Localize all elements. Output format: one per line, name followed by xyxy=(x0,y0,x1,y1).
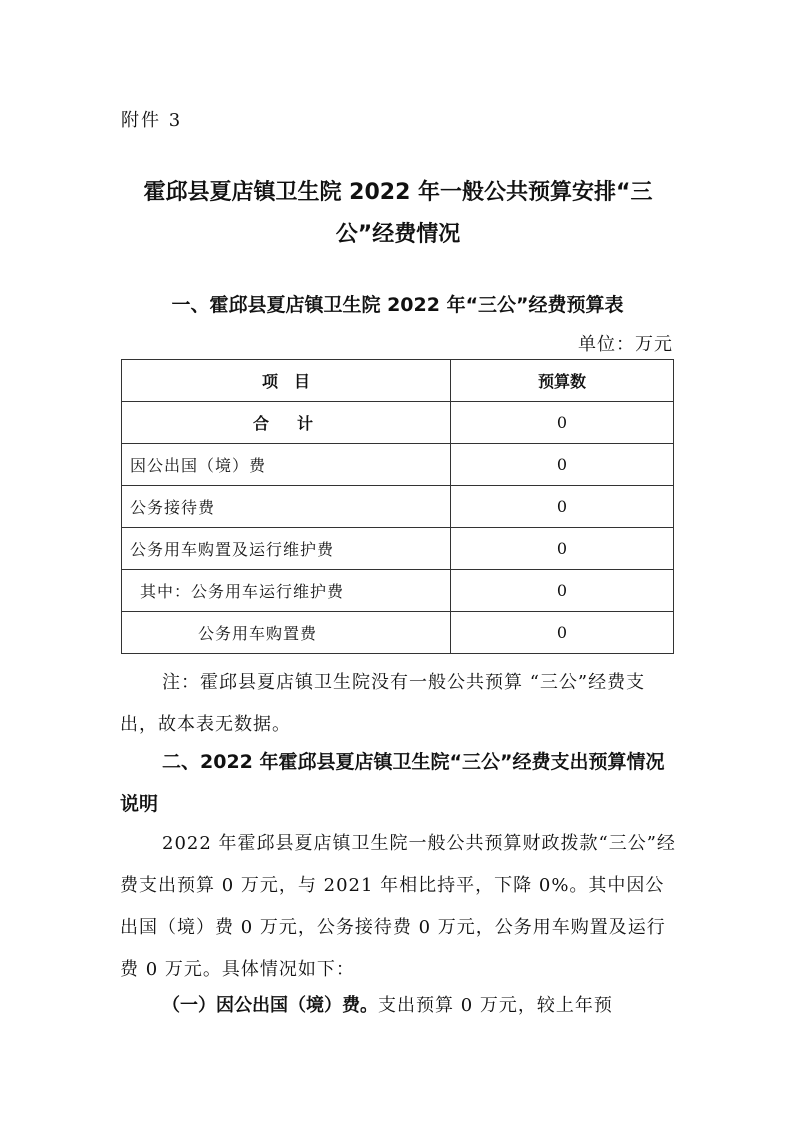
paragraph-2-heading: （一）因公出国（境）费。 xyxy=(162,995,378,1016)
header-item: 项 目 xyxy=(122,360,451,402)
table-note: 注：霍邱县夏店镇卫生院没有一般公共预算 “三公”经费支出，故本表无数据。 xyxy=(120,672,646,735)
paragraph-2-text: 支出预算 0 万元，较上年预 xyxy=(378,995,613,1016)
table-row xyxy=(122,612,674,654)
document-title: 霍邱县夏店镇卫生院 2022 年一般公共预算安排“三公”经费情况 xyxy=(143,180,653,247)
table-row xyxy=(122,570,674,612)
section2-title: 二、2022 年霍邱县夏店镇卫生院“三公”经费支出预算情况说明 xyxy=(120,751,665,815)
paragraph-1: 2022 年霍邱县夏店镇卫生院一般公共预算财政拨款“三公”经费支出预算 0 万元，与 2021 年相比持平，下降 0%。其中因公出国（境）费 0 万元，公务接待费 0 万元，公务用车购置及运行费 0 万元。具体情况如下： xyxy=(120,833,676,980)
row-value: 0 xyxy=(451,444,674,486)
table-row xyxy=(122,444,674,486)
row-label: 公务用车购置费 xyxy=(122,612,451,654)
row-value: 0 xyxy=(451,486,674,528)
section1-title: 一、霍邱县夏店镇卫生院 2022 年“三公”经费预算表 xyxy=(171,294,624,316)
table-header-row xyxy=(122,360,674,402)
unit-label: 单位：万元 xyxy=(578,334,673,355)
table-row xyxy=(122,528,674,570)
header-budget: 预算数 xyxy=(451,360,674,402)
row-label: 合 计 xyxy=(122,402,451,444)
table-row xyxy=(122,486,674,528)
budget-table xyxy=(121,359,674,654)
row-label: 公务用车购置及运行维护费 xyxy=(122,528,451,570)
attachment-label: 附件 3 xyxy=(121,110,183,131)
row-label: 其中：公务用车运行维护费 xyxy=(122,570,451,612)
paragraph-2 xyxy=(120,985,676,1027)
row-value: 0 xyxy=(451,570,674,612)
row-value: 0 xyxy=(451,528,674,570)
row-label: 因公出国（境）费 xyxy=(122,444,451,486)
row-value: 0 xyxy=(451,402,674,444)
row-label: 公务接待费 xyxy=(122,486,451,528)
row-value: 0 xyxy=(451,612,674,654)
table-row xyxy=(122,402,674,444)
